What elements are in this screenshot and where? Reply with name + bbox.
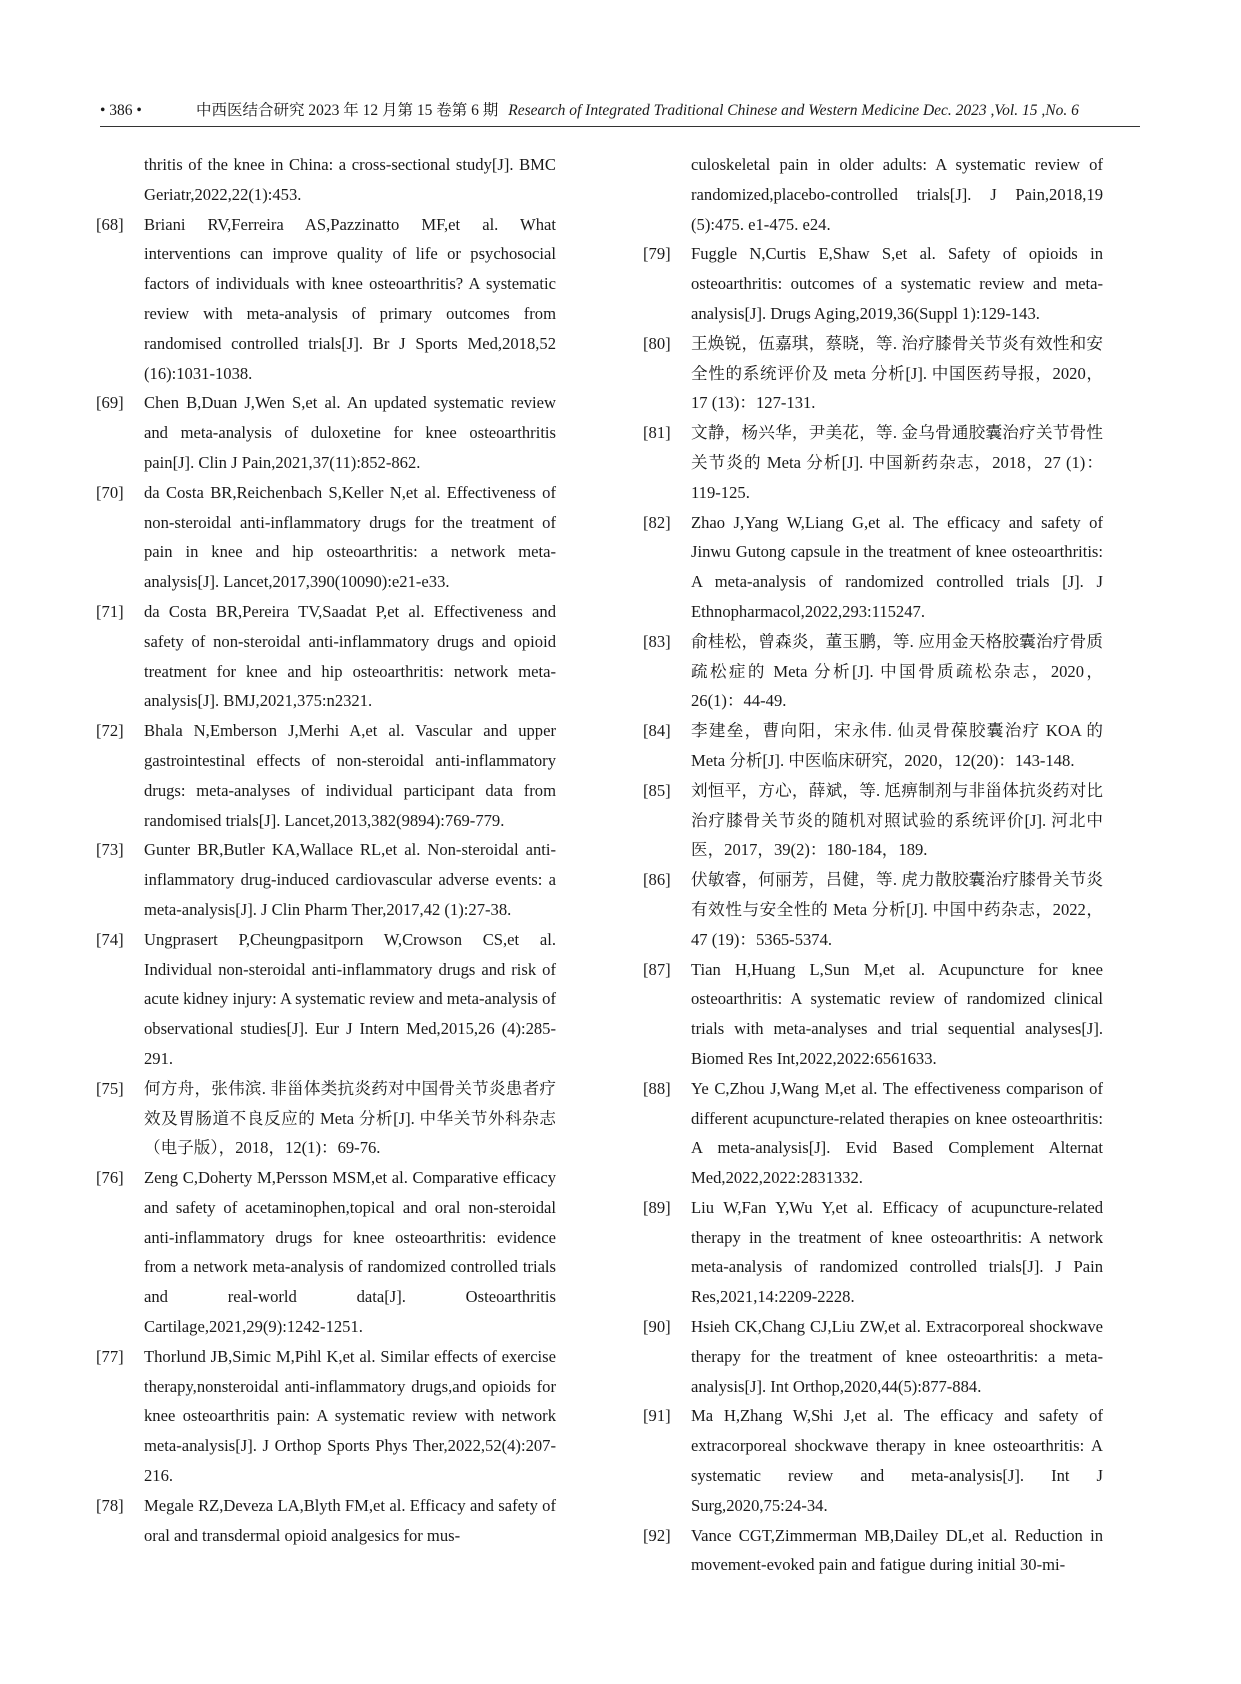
reference-item (96, 597, 556, 716)
reference-number: [78] (96, 1495, 124, 1515)
reference-text: da Costa BR,Pereira TV,Saadat P,et al. Effectiveness and safety of non-steroidal anti-inflammatory drugs and opioid treatment for knee and hip osteoarthritis: network meta-analysis[J]. BMJ,2021,375:n2321. (144, 601, 556, 711)
reference-number: [87] (643, 959, 671, 979)
reference-item (643, 239, 1103, 328)
right-reference-column (643, 150, 1103, 1580)
reference-text: 何方舟，张伟滨. 非甾体类抗炎药对中国骨关节炎患者疗效及胃肠道不良反应的 Meta 分析[J]. 中华关节外科杂志（电子版），2018，12(1)：69-76. (144, 1078, 556, 1158)
reference-number: [71] (96, 601, 124, 621)
journal-title-zh: 中西医结合研究 2023 年 12 月第 15 卷第 6 期 (196, 102, 499, 119)
reference-item (643, 1401, 1103, 1520)
reference-number: [72] (96, 721, 124, 741)
reference-text: culoskeletal pain in older adults: A systematic review of randomized,placebo-controlled trials[J]. J Pain,2018,19 (5):475. e1-475. e24. (691, 155, 1103, 234)
reference-text: Liu W,Fan Y,Wu Y,et al. Efficacy of acupuncture-related therapy in the treatment of knee osteoarthritis: A network meta-analysis of randomized controlled trials[J]. J Pain Res,2021,14:2209-2228. (691, 1197, 1103, 1307)
reference-text: 俞桂松，曾森炎，董玉鹏，等. 应用金天格胶囊治疗骨质疏松症的 Meta 分析[J]. 中国骨质疏松杂志，2020，26(1)：44-49. (691, 631, 1103, 711)
reference-text: Tian H,Huang L,Sun M,et al. Acupuncture for knee osteoarthritis: A systematic review of randomized clinical trials with meta-analyses and trial sequential analyses[J]. Biomed Res Int,2022,2022:6561633. (691, 959, 1103, 1068)
reference-number: [90] (643, 1317, 671, 1337)
reference-text: Briani RV,Ferreira AS,Pazzinatto MF,et al. What interventions can improve quality of life or psychosocial factors of individuals with knee osteoarthritis? A systematic review with meta-analysis of primary outcomes from randomised controlled trials[J]. Br J Sports Med,2018,52 (16):1031-1038. (144, 214, 556, 383)
reference-item (643, 1312, 1103, 1401)
reference-item (96, 1491, 556, 1551)
reference-item (643, 627, 1103, 716)
reference-number: [74] (96, 929, 124, 949)
reference-text: 李建垒，曹向阳，宋永伟. 仙灵骨葆胶囊治疗 KOA 的 Meta 分析[J]. 中医临床研究，2020，12(20)：143-148. (691, 721, 1103, 770)
reference-text: Zhao J,Yang W,Liang G,et al. The efficacy and safety of Jinwu Gutong capsule in the treatment of knee osteoarthritis: A meta-analysis of randomized controlled trials [J]. J Ethnopharmacol,2022,293:115247. (691, 512, 1103, 621)
left-reference-column (96, 150, 556, 1550)
reference-item (96, 1342, 556, 1491)
reference-text: Ye C,Zhou J,Wang M,et al. The effectiveness comparison of different acupuncture-related therapies on knee osteoarthritis: A meta-analysis[J]. Evid Based Complement Alternat Med,2022,2022:2831332. (691, 1078, 1103, 1188)
reference-item (643, 329, 1103, 418)
reference-text: Thorlund JB,Simic M,Pihl K,et al. Similar effects of exercise therapy,nonsteroidal anti-inflammatory drugs,and opioids for knee osteoarthritis pain: A systematic review with network meta-analysis[J]. J Orthop Sports Phys Ther,2022,52(4):207-216. (144, 1346, 556, 1486)
reference-item (643, 865, 1103, 954)
reference-item (643, 1074, 1103, 1193)
reference-item (643, 716, 1103, 776)
reference-number: [84] (643, 721, 671, 741)
reference-text: Vance CGT,Zimmerman MB,Dailey DL,et al. Reduction in movement-evoked pain and fatigue during initial 30-mi- (691, 1525, 1103, 1575)
reference-text: Hsieh CK,Chang CJ,Liu ZW,et al. Extracorporeal shockwave therapy for the treatment of knee osteoarthritis: a meta-analysis[J]. Int Orthop,2020,44(5):877-884. (691, 1317, 1103, 1396)
reference-text: 文静，杨兴华，尹美花，等. 金乌骨通胶囊治疗关节骨性关节炎的 Meta 分析[J]. 中国新药杂志，2018，27 (1)：119-125. (691, 423, 1103, 502)
reference-text: Gunter BR,Butler KA,Wallace RL,et al. Non-steroidal anti-inflammatory drug-induced cardiovascular adverse events: a meta-analysis[J]. J Clin Pharm Ther,2017,42 (1):27-38. (144, 840, 556, 919)
journal-title-en: Research of Integrated Traditional Chinese and Western Medicine Dec. 2023 ,Vol. 15 ,No. 6 (508, 102, 1079, 119)
reference-item (643, 955, 1103, 1074)
reference-number: [92] (643, 1525, 671, 1545)
reference-item (643, 508, 1103, 627)
reference-number: [76] (96, 1168, 124, 1188)
reference-text: Ungprasert P,Cheungpasitporn W,Crowson CS,et al. Individual non-steroidal anti-inflammatory drugs and risk of acute kidney injury: A systematic review and meta-analysis of observational studies[J]. Eur J Intern Med,2015,26 (4):285-291. (144, 929, 556, 1068)
reference-item (96, 150, 556, 210)
reference-number: [79] (643, 244, 671, 264)
reference-number: [89] (643, 1197, 671, 1217)
reference-item (643, 776, 1103, 865)
reference-text: thritis of the knee in China: a cross-sectional study[J]. BMC Geriatr,2022,22(1):453. (144, 155, 556, 204)
reference-number: [68] (96, 214, 124, 234)
page-number: • 386 • (100, 102, 142, 119)
reference-text: 伏敏睿，何丽芳，吕健，等. 虎力散胶囊治疗膝骨关节炎有效性与安全性的 Meta 分析[J]. 中国中药杂志，2022，47 (19)：5365-5374. (691, 870, 1103, 949)
reference-number: [91] (643, 1406, 671, 1426)
reference-item (96, 1074, 556, 1163)
reference-number: [85] (643, 780, 671, 800)
reference-number: [88] (643, 1078, 671, 1098)
reference-item (96, 925, 556, 1074)
reference-number: [83] (643, 631, 671, 651)
running-header (100, 96, 1140, 127)
reference-item (96, 388, 556, 477)
reference-text: Fuggle N,Curtis E,Shaw S,et al. Safety of opioids in osteoarthritis: outcomes of a systematic review and meta-analysis[J]. Drugs Aging,2019,36(Suppl 1):129-143. (691, 244, 1103, 323)
reference-item (643, 418, 1103, 507)
reference-number: [86] (643, 870, 671, 890)
reference-item (96, 716, 556, 835)
reference-item (643, 1193, 1103, 1312)
reference-number: [70] (96, 482, 124, 502)
reference-text: Bhala N,Emberson J,Merhi A,et al. Vascular and upper gastrointestinal effects of non-steroidal anti-inflammatory drugs: meta-analyses of individual participant data from randomised trials[J]. Lancet,2013,382(9894):769-779. (144, 721, 556, 830)
reference-number: [73] (96, 840, 124, 860)
reference-text: Zeng C,Doherty M,Persson MSM,et al. Comparative efficacy and safety of acetaminophen,topical and oral non-steroidal anti-inflammatory drugs for knee osteoarthritis: evidence from a network meta-analysis of randomized controlled trials and real-world data[J]. Osteoarthritis Cartilage,2021,29(9):1242-1251. (144, 1168, 556, 1337)
reference-item (96, 210, 556, 389)
reference-text: Chen B,Duan J,Wen S,et al. An updated systematic review and meta-analysis of duloxetine for knee osteoarthritis pain[J]. Clin J Pain,2021,37(11):852-862. (144, 393, 556, 472)
reference-text: 刘恒平，方心，薛斌，等. 尪痹制剂与非甾体抗炎药对比治疗膝骨关节炎的随机对照试验的系统评价[J]. 河北中医，2017，39(2)：180-184，189. (691, 780, 1103, 860)
reference-number: [75] (96, 1078, 124, 1098)
reference-item (643, 150, 1103, 239)
reference-number: [80] (643, 333, 671, 353)
reference-number: [77] (96, 1346, 124, 1366)
reference-number: [69] (96, 393, 124, 413)
reference-number: [82] (643, 512, 671, 532)
reference-text: da Costa BR,Reichenbach S,Keller N,et al. Effectiveness of non-steroidal anti-inflammatory drugs for the treatment of pain in knee and hip osteoarthritis: a network meta-analysis[J]. Lancet,2017,390(10090):e21-e33. (144, 482, 556, 592)
reference-text: 王焕锐，伍嘉琪，蔡晓，等. 治疗膝骨关节炎有效性和安全性的系统评价及 meta 分析[J]. 中国医药导报，2020，17 (13)：127-131. (691, 333, 1103, 413)
reference-number: [81] (643, 423, 671, 443)
reference-text: Ma H,Zhang W,Shi J,et al. The efficacy and safety of extracorporeal shockwave therapy in knee osteoarthritis: A systematic review and meta-analysis[J]. Int J Surg,2020,75:24-34. (691, 1406, 1103, 1515)
reference-item (96, 835, 556, 924)
reference-item (643, 1521, 1103, 1581)
reference-text: Megale RZ,Deveza LA,Blyth FM,et al. Efficacy and safety of oral and transdermal opioid analgesics for mus- (144, 1495, 556, 1545)
reference-item (96, 478, 556, 597)
reference-item (96, 1163, 556, 1342)
